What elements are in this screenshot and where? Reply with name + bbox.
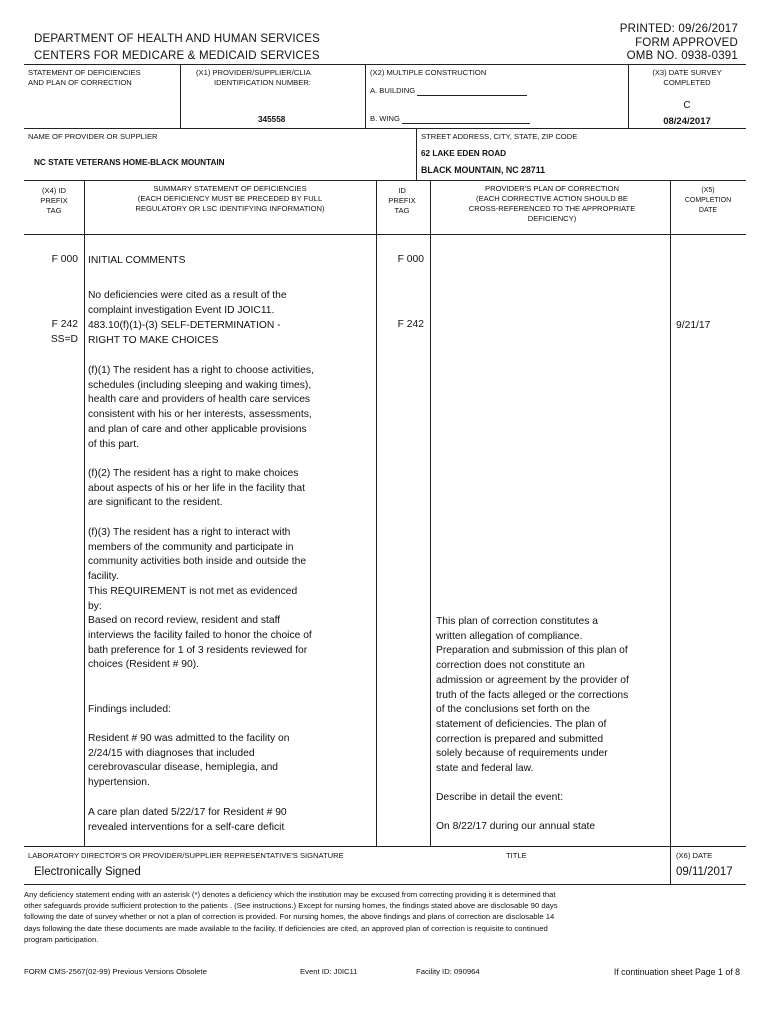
x1-label: (X1) PROVIDER/SUPPLIER/CLIA IDENTIFICATION NUMBER: <box>196 68 311 87</box>
tag-f000-left: F 000 <box>51 254 78 265</box>
address-line2: BLACK MOUNTAIN, NC 28711 <box>421 165 545 175</box>
plan-describe: Describe in detail the event: <box>436 792 564 803</box>
signature-date: 09/11/2017 <box>676 866 733 878</box>
facility-id: Facility ID: 090964 <box>416 967 480 976</box>
completion-date: 9/21/17 <box>676 320 711 331</box>
x4-header: (X4) ID PREFIX TAG <box>40 186 68 215</box>
event-id: Event ID: J0IC11 <box>300 967 358 976</box>
building-label: A. BUILDING <box>370 86 527 96</box>
plan-event-start: On 8/22/17 during our annual state <box>436 821 596 832</box>
page-indicator: If continuation sheet Page 1 of 8 <box>613 967 740 977</box>
paragraph-f1: (f)(1) The resident has a right to choose activities, schedules (including sleeping and waking times), health care and providers of health care services consistent with his or her interests, assessments, and plan of care and other applicable provisions of this part. <box>88 365 314 450</box>
tag-f242-right: F 242 <box>397 319 424 330</box>
paragraph-care-plan: A care plan dated 5/22/17 for Resident # 90 revealed interventions for a self-care deficit <box>88 807 287 833</box>
id-header: ID PREFIX TAG <box>388 186 416 215</box>
scope-severity: SS=D <box>50 334 78 345</box>
provider-name: NC STATE VETERANS HOME-BLACK MOUNTAIN <box>34 158 225 167</box>
provider-label: NAME OF PROVIDER OR SUPPLIER <box>28 132 158 141</box>
statement-label: STATEMENT OF DEFICIENCIES AND PLAN OF CORRECTION <box>28 68 141 87</box>
summary-header: SUMMARY STATEMENT OF DEFICIENCIES (EACH DEFICIENCY MUST BE PRECEDED BY FULL REGULATORY OR LSC IDENTIFYING INFORMATION) <box>135 184 325 213</box>
department-title: DEPARTMENT OF HEALTH AND HUMAN SERVICES <box>34 33 320 45</box>
x5-header: (X5) COMPLETION DATE <box>684 187 732 214</box>
signature-label: LABORATORY DIRECTOR'S OR PROVIDER/SUPPLIER REPRESENTATIVE'S SIGNATURE <box>28 851 344 860</box>
address-line1: 62 LAKE EDEN ROAD <box>421 149 507 158</box>
tag-f242-left: F 242 <box>51 319 78 330</box>
paragraph-f3: (f)(3) The resident has a right to interact with members of the community and participate in community activities both inside and outside the facility. This REQUIREMENT is not met as evidenced by: Based on record review, resident and staff interviews the facility failed to honor the choice of bath preference for 1 of 3 residents reviewed for choices (Resident # 90). <box>88 527 312 671</box>
provider-id: 345558 <box>258 115 286 124</box>
address-label: STREET ADDRESS, CITY, STATE, ZIP CODE <box>421 132 578 141</box>
disclaimer-text: Any deficiency statement ending with an asterisk (*) denotes a deficiency which the institution may be excused from correcting providing it is determined that other safeguards provide sufficient protection to the patients . (See instructions.) Except for nursing homes, the findings stated above are disclosable 90 days following the date of survey whether or not a plan of correction is provided. For nursing homes, the above findings and plans of correction are disclosable 14 days following the date these documents are made available to the facility. If deficiencies are cited, an approved plan of correction is requisite to continued program participation. <box>24 890 558 944</box>
x2-label: (X2) MULTIPLE CONSTRUCTION <box>370 68 487 77</box>
initial-comments-title: INITIAL COMMENTS <box>88 255 186 266</box>
x3-label: (X3) DATE SURVEY COMPLETED <box>652 68 722 87</box>
form-number: FORM CMS-2567(02-99) Previous Versions Obsolete <box>24 967 207 976</box>
paragraph-resident: Resident # 90 was admitted to the facility on 2/24/15 with diagnoses that included cerebrovascular disease, hemiplegia, and hypertension. <box>88 733 290 789</box>
initial-comments-text: No deficiencies were cited as a result of the complaint investigation Event ID JOIC11. <box>88 290 287 316</box>
wing-label: B. WING <box>370 114 530 124</box>
title-label: TITLE <box>506 851 527 860</box>
printed-date: PRINTED: 09/26/2017 <box>619 23 738 35</box>
f242-title: 483.10(f)(1)-(3) SELF-DETERMINATION - RIGHT TO MAKE CHOICES <box>88 320 281 346</box>
omb-number: OMB NO. 0938-0391 <box>626 50 738 62</box>
paragraph-f2: (f)(2) The resident has a right to make choices about aspects of his or her life in the facility that are significant to the resident. <box>88 468 305 509</box>
findings-label: Findings included: <box>88 704 171 715</box>
survey-letter: C <box>683 100 691 111</box>
plan-statement: This plan of correction constitutes a written allegation of compliance. Preparation and submission of this plan of correction does not constitute an admission or agreement by the provider of truth of the facts alleged or the corrections of the conclusions set forth on the statement of deficiencies. The plan of correction is prepared and submitted solely because of requirements under state and federal law. <box>436 616 629 775</box>
tag-f000-right: F 000 <box>397 254 424 265</box>
agency-title: CENTERS FOR MEDICARE & MEDICAID SERVICES <box>34 50 320 62</box>
signature-value: Electronically Signed <box>34 866 141 878</box>
form-approved: FORM APPROVED <box>635 37 738 49</box>
x6-date-label: (X6) DATE <box>676 851 713 860</box>
plan-header: PROVIDER'S PLAN OF CORRECTION (EACH CORRECTIVE ACTION SHOULD BE CROSS-REFERENCED TO THE APPROPRIATE DEFICIENCY) <box>468 184 636 223</box>
survey-date: 08/24/2017 <box>663 116 711 127</box>
